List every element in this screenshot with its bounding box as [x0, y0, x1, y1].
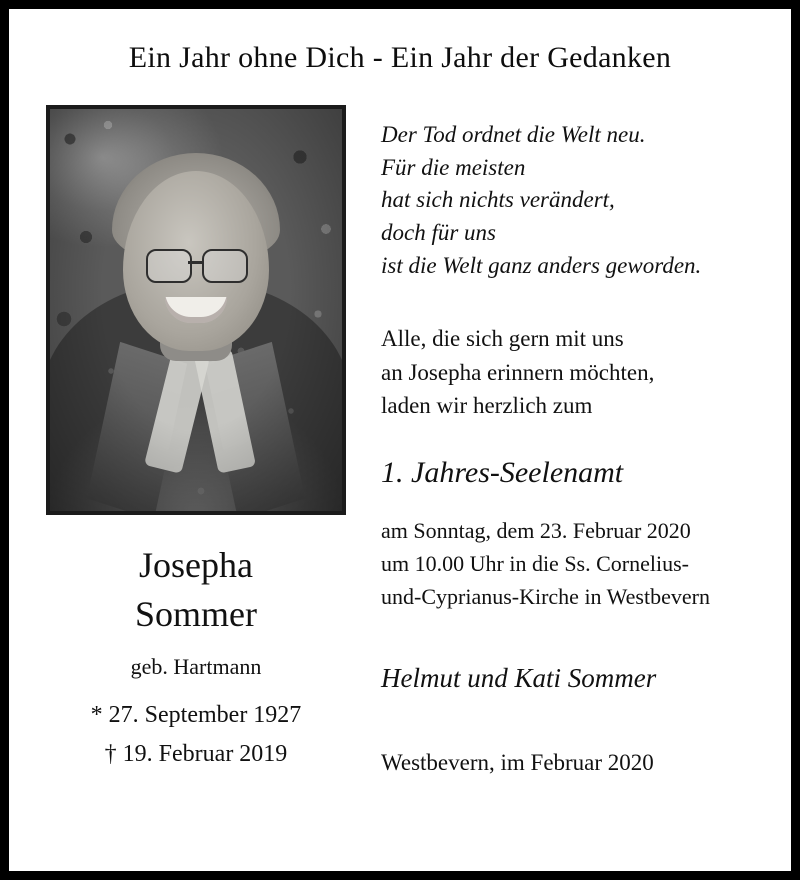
- photo-vignette: [50, 109, 342, 511]
- obituary-inner: [9, 9, 791, 871]
- deceased-first-name: Josepha: [139, 545, 253, 585]
- verse-line: Für die meisten: [381, 154, 526, 180]
- service-detail-line: am Sonntag, dem 23. Februar 2020: [381, 518, 691, 544]
- place-and-date: Westbevern, im Februar 2020: [381, 750, 654, 776]
- service-title: 1. Jahres-Seelenamt: [381, 456, 624, 490]
- deceased-name: [31, 541, 361, 638]
- service-details: [381, 514, 781, 613]
- invitation-line: laden wir herzlich zum: [381, 392, 593, 418]
- page-title: Ein Jahr ohne Dich - Ein Jahr der Gedanken: [128, 41, 672, 74]
- verse-line: Der Tod ordnet die Welt neu.: [381, 122, 646, 147]
- death-date: † 19. Februar 2019: [104, 740, 288, 767]
- deceased-last-name: Sommer: [135, 593, 257, 634]
- portrait-frame: [46, 105, 346, 515]
- maiden-name: geb. Hartmann: [130, 654, 262, 680]
- invitation-line: an Josepha erinnern möchten,: [381, 359, 655, 385]
- invitation-text: [381, 322, 781, 422]
- right-column: [381, 119, 781, 776]
- service-detail-line: um 10.00 Uhr in die Ss. Cornelius-: [381, 551, 689, 577]
- portrait-photo: [50, 109, 342, 511]
- life-dates: [31, 696, 361, 773]
- birth-date: * 27. September 1927: [90, 702, 302, 729]
- left-column: [31, 105, 361, 773]
- signers: Helmut und Kati Sommer: [381, 663, 657, 694]
- verse-line: doch für uns: [381, 219, 496, 245]
- service-detail-line: und-Cyprianus-Kirche in Westbevern: [381, 584, 710, 610]
- verse-line: ist die Welt ganz anders geworden.: [381, 252, 702, 278]
- invitation-line: Alle, die sich gern mit uns: [381, 326, 624, 352]
- memorial-verse: [381, 119, 781, 282]
- verse-line: hat sich nichts verändert,: [381, 187, 615, 213]
